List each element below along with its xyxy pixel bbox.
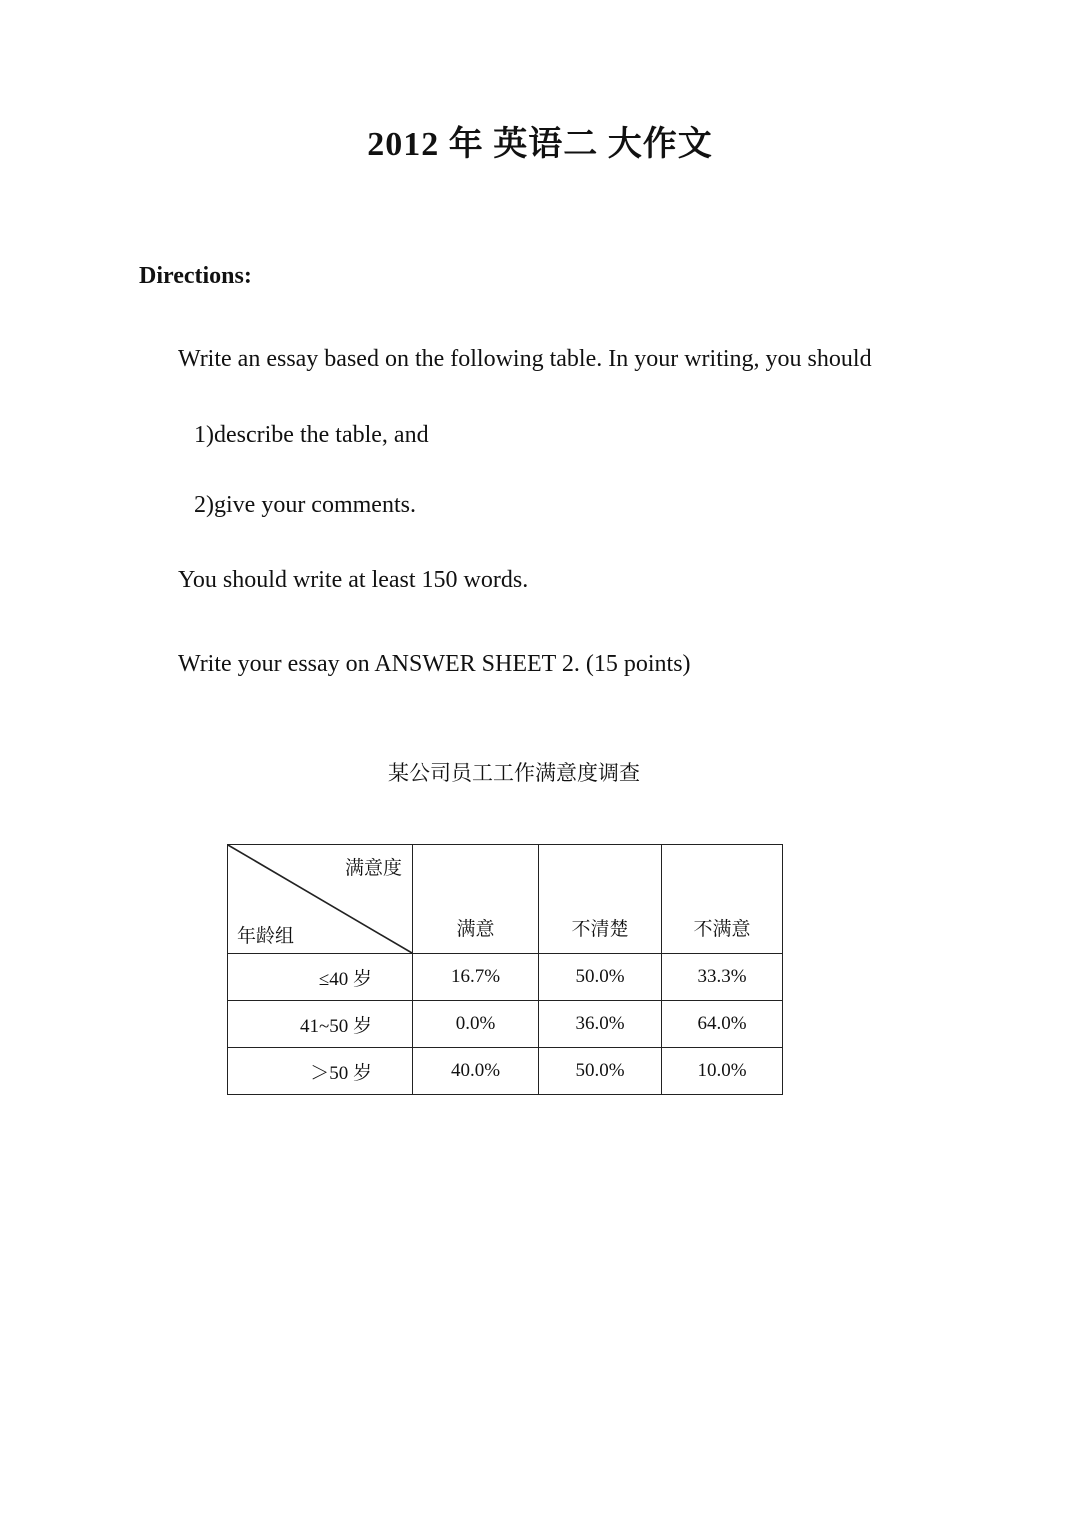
row-label: 41~50 岁 bbox=[228, 1001, 413, 1048]
instruction-line-3: 2)give your comments. bbox=[194, 492, 416, 518]
diagonal-header-cell bbox=[228, 845, 413, 954]
column-header: 不清楚 bbox=[539, 845, 662, 954]
column-group-label: 满意度 bbox=[344, 858, 402, 879]
table-cell: 0.0% bbox=[413, 1001, 539, 1048]
row-label: ＞50 岁 bbox=[228, 1048, 413, 1095]
instruction-line-1: Write an essay based on the following table. In your writing, you should bbox=[178, 346, 872, 372]
row-label: ≤40 岁 bbox=[228, 954, 413, 1001]
instruction-line-4: You should write at least 150 words. bbox=[178, 567, 529, 593]
table-header-row bbox=[228, 845, 783, 954]
instruction-line-5: Write your essay on ANSWER SHEET 2. (15 points) bbox=[178, 651, 691, 677]
row-group-label: 年龄组 bbox=[237, 926, 295, 947]
table-row bbox=[228, 954, 783, 1001]
directions-heading: Directions: bbox=[139, 263, 252, 289]
table-cell: 16.7% bbox=[413, 954, 539, 1001]
column-header: 满意 bbox=[413, 845, 539, 954]
table-cell: 36.0% bbox=[539, 1001, 662, 1048]
table-cell: 40.0% bbox=[413, 1048, 539, 1095]
column-header: 不满意 bbox=[662, 845, 783, 954]
table-row bbox=[228, 1001, 783, 1048]
table-cell: 33.3% bbox=[662, 954, 783, 1001]
instruction-line-2: 1)describe the table, and bbox=[194, 422, 429, 448]
page-title: 2012 年 英语二 大作文 bbox=[367, 126, 713, 163]
table-cell: 10.0% bbox=[662, 1048, 783, 1095]
table-cell: 50.0% bbox=[539, 1048, 662, 1095]
table-cell: 50.0% bbox=[539, 954, 662, 1001]
table-row bbox=[228, 1048, 783, 1095]
satisfaction-table bbox=[227, 844, 783, 1095]
table-title: 某公司员工工作满意度调查 bbox=[388, 761, 640, 785]
table-cell: 64.0% bbox=[662, 1001, 783, 1048]
